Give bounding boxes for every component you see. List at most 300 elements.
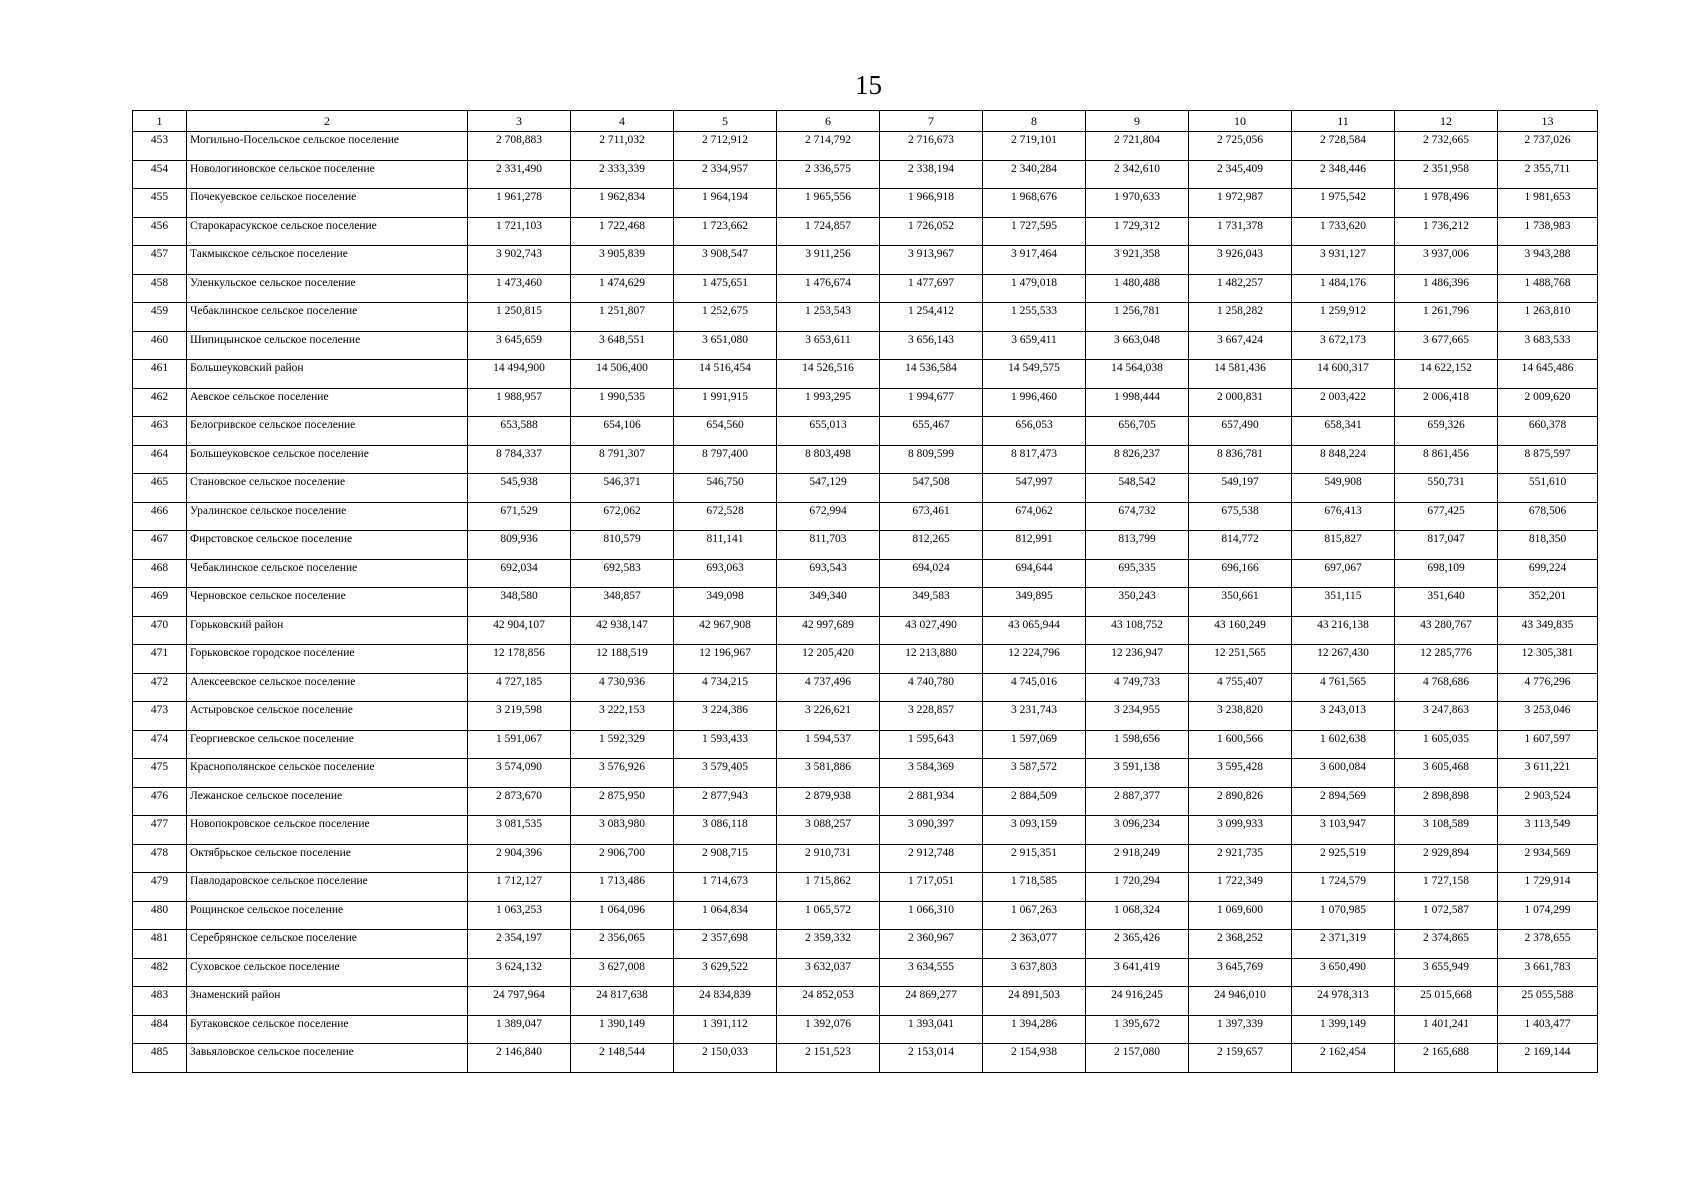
value-cell: 3 661,783 [1498,958,1598,987]
value-cell: 14 645,486 [1498,360,1598,389]
value-cell: 2 333,339 [571,160,674,189]
value-cell: 693,063 [674,559,777,588]
value-cell: 1 733,620 [1292,217,1395,246]
value-cell: 1 595,643 [880,730,983,759]
value-cell: 810,579 [571,531,674,560]
value-cell: 24 817,638 [571,987,674,1016]
row-number-cell: 459 [133,303,187,332]
value-cell: 4 737,496 [777,673,880,702]
row-number-cell: 462 [133,388,187,417]
row-number-cell: 453 [133,132,187,161]
value-cell: 1 724,857 [777,217,880,246]
value-cell: 3 574,090 [468,759,571,788]
value-cell: 8 817,473 [983,445,1086,474]
column-header: 11 [1292,111,1395,132]
value-cell: 25 055,588 [1498,987,1598,1016]
row-number-cell: 466 [133,502,187,531]
value-cell: 694,024 [880,559,983,588]
value-cell: 4 768,686 [1395,673,1498,702]
settlement-name-cell: Бутаковское сельское поселение [187,1015,468,1044]
value-cell: 14 536,584 [880,360,983,389]
value-cell: 3 595,428 [1189,759,1292,788]
value-cell: 3 081,535 [468,816,571,845]
settlement-name-cell: Уралинское сельское поселение [187,502,468,531]
value-cell: 814,772 [1189,531,1292,560]
value-cell: 3 222,153 [571,702,674,731]
value-cell: 1 602,638 [1292,730,1395,759]
column-header: 9 [1086,111,1189,132]
value-cell: 3 086,118 [674,816,777,845]
value-cell: 1 484,176 [1292,274,1395,303]
value-cell: 2 708,883 [468,132,571,161]
value-cell: 697,067 [1292,559,1395,588]
value-cell: 3 611,221 [1498,759,1598,788]
value-cell: 1 712,127 [468,873,571,902]
value-cell: 809,936 [468,531,571,560]
value-cell: 2 000,831 [1189,388,1292,417]
row-number-cell: 472 [133,673,187,702]
value-cell: 678,506 [1498,502,1598,531]
value-cell: 4 730,936 [571,673,674,702]
value-cell: 2 360,967 [880,930,983,959]
value-cell: 1 068,324 [1086,901,1189,930]
value-cell: 2 881,934 [880,787,983,816]
value-cell: 3 637,803 [983,958,1086,987]
row-number-cell: 479 [133,873,187,902]
settlement-name-cell: Серебрянское сельское поселение [187,930,468,959]
value-cell: 1 477,697 [880,274,983,303]
value-cell: 3 651,080 [674,331,777,360]
value-cell: 1 968,676 [983,189,1086,218]
value-cell: 2 904,396 [468,844,571,873]
value-cell: 2 354,197 [468,930,571,959]
value-cell: 1 981,653 [1498,189,1598,218]
value-cell: 1 479,018 [983,274,1086,303]
value-cell: 14 600,317 [1292,360,1395,389]
value-cell: 8 826,237 [1086,445,1189,474]
value-cell: 3 243,013 [1292,702,1395,731]
value-cell: 1 251,807 [571,303,674,332]
value-cell: 692,583 [571,559,674,588]
settlement-name-cell: Аевское сельское поселение [187,388,468,417]
value-cell: 14 549,575 [983,360,1086,389]
table-row [133,1044,1598,1073]
value-cell: 2 711,032 [571,132,674,161]
settlement-name-cell: Горьковский район [187,616,468,645]
value-cell: 2 877,943 [674,787,777,816]
table-body [133,132,1598,1073]
value-cell: 1 482,257 [1189,274,1292,303]
value-cell: 1 255,533 [983,303,1086,332]
value-cell: 3 937,006 [1395,246,1498,275]
value-cell: 3 584,369 [880,759,983,788]
value-cell: 2 006,418 [1395,388,1498,417]
value-cell: 694,644 [983,559,1086,588]
value-cell: 2 714,792 [777,132,880,161]
settlement-name-cell: Белогривское сельское поселение [187,417,468,446]
value-cell: 2 728,584 [1292,132,1395,161]
value-cell: 2 719,101 [983,132,1086,161]
settlement-name-cell: Шипицынское сельское поселение [187,331,468,360]
settlement-name-cell: Старокарасукское сельское поселение [187,217,468,246]
value-cell: 2 918,249 [1086,844,1189,873]
value-cell: 1 975,542 [1292,189,1395,218]
value-cell: 3 905,839 [571,246,674,275]
column-header: 7 [880,111,983,132]
value-cell: 3 093,159 [983,816,1086,845]
value-cell: 352,201 [1498,588,1598,617]
settlement-name-cell: Завьяловское сельское поселение [187,1044,468,1073]
settlement-name-cell: Знаменский район [187,987,468,1016]
row-number-cell: 455 [133,189,187,218]
value-cell: 3 634,555 [880,958,983,987]
value-cell: 1 480,488 [1086,274,1189,303]
value-cell: 547,508 [880,474,983,503]
value-cell: 351,115 [1292,588,1395,617]
value-cell: 3 624,132 [468,958,571,987]
value-cell: 813,799 [1086,531,1189,560]
value-cell: 2 351,958 [1395,160,1498,189]
value-cell: 24 797,964 [468,987,571,1016]
settlement-name-cell: Почекуевское сельское поселение [187,189,468,218]
value-cell: 1 717,051 [880,873,983,902]
row-number-cell: 469 [133,588,187,617]
value-cell: 3 632,037 [777,958,880,987]
row-number-cell: 480 [133,901,187,930]
value-cell: 3 591,138 [1086,759,1189,788]
settlement-name-cell: Становское сельское поселение [187,474,468,503]
settlement-name-cell: Октябрьское сельское поселение [187,844,468,873]
value-cell: 348,857 [571,588,674,617]
settlement-name-cell: Георгиевское сельское поселение [187,730,468,759]
value-cell: 3 247,863 [1395,702,1498,731]
value-cell: 2 342,610 [1086,160,1189,189]
value-cell: 14 581,436 [1189,360,1292,389]
value-cell: 654,106 [571,417,674,446]
row-number-cell: 478 [133,844,187,873]
value-cell: 674,062 [983,502,1086,531]
value-cell: 1 253,543 [777,303,880,332]
value-cell: 1 731,378 [1189,217,1292,246]
value-cell: 671,529 [468,502,571,531]
value-cell: 3 672,173 [1292,331,1395,360]
value-cell: 3 587,572 [983,759,1086,788]
value-cell: 1 256,781 [1086,303,1189,332]
value-cell: 2 345,409 [1189,160,1292,189]
value-cell: 1 064,096 [571,901,674,930]
value-cell: 24 916,245 [1086,987,1189,1016]
value-cell: 14 506,400 [571,360,674,389]
value-cell: 1 726,052 [880,217,983,246]
value-cell: 3 648,551 [571,331,674,360]
value-cell: 1 727,595 [983,217,1086,246]
value-cell: 655,013 [777,417,880,446]
value-cell: 1 254,412 [880,303,983,332]
value-cell: 811,703 [777,531,880,560]
settlement-name-cell: Уленкульское сельское поселение [187,274,468,303]
value-cell: 658,341 [1292,417,1395,446]
value-cell: 2 146,840 [468,1044,571,1073]
value-cell: 12 285,776 [1395,645,1498,674]
value-cell: 2 903,524 [1498,787,1598,816]
settlement-name-cell: Павлодаровское сельское поселение [187,873,468,902]
value-cell: 3 917,464 [983,246,1086,275]
value-cell: 3 090,397 [880,816,983,845]
value-cell: 1 070,985 [1292,901,1395,930]
value-cell: 2 898,898 [1395,787,1498,816]
value-cell: 546,750 [674,474,777,503]
value-cell: 549,197 [1189,474,1292,503]
row-number-cell: 467 [133,531,187,560]
value-cell: 547,129 [777,474,880,503]
value-cell: 1 592,329 [571,730,674,759]
value-cell: 3 627,008 [571,958,674,987]
value-cell: 2 890,826 [1189,787,1292,816]
value-cell: 1 065,572 [777,901,880,930]
value-cell: 24 852,053 [777,987,880,1016]
value-cell: 8 803,498 [777,445,880,474]
table-row [133,844,1598,873]
value-cell: 3 103,947 [1292,816,1395,845]
table-row [133,388,1598,417]
value-cell: 2 737,026 [1498,132,1598,161]
value-cell: 4 749,733 [1086,673,1189,702]
value-cell: 3 238,820 [1189,702,1292,731]
value-cell: 1 389,047 [468,1015,571,1044]
value-cell: 8 836,781 [1189,445,1292,474]
value-cell: 1 994,677 [880,388,983,417]
table-row [133,360,1598,389]
value-cell: 1 597,069 [983,730,1086,759]
value-cell: 3 113,549 [1498,816,1598,845]
value-cell: 2 154,938 [983,1044,1086,1073]
value-cell: 1 605,035 [1395,730,1498,759]
value-cell: 1 714,673 [674,873,777,902]
value-cell: 8 861,456 [1395,445,1498,474]
value-cell: 1 723,662 [674,217,777,246]
value-cell: 349,583 [880,588,983,617]
value-cell: 3 096,234 [1086,816,1189,845]
value-cell: 1 993,295 [777,388,880,417]
row-number-cell: 474 [133,730,187,759]
value-cell: 2 162,454 [1292,1044,1395,1073]
value-cell: 8 784,337 [468,445,571,474]
value-cell: 698,109 [1395,559,1498,588]
value-cell: 548,542 [1086,474,1189,503]
value-cell: 3 908,547 [674,246,777,275]
value-cell: 12 224,796 [983,645,1086,674]
settlement-name-cell: Краснополянское сельское поселение [187,759,468,788]
value-cell: 1 736,212 [1395,217,1498,246]
value-cell: 811,141 [674,531,777,560]
value-cell: 1 970,633 [1086,189,1189,218]
value-cell: 2 925,519 [1292,844,1395,873]
row-number-cell: 457 [133,246,187,275]
page-number: 15 [855,70,882,100]
value-cell: 2 875,950 [571,787,674,816]
value-cell: 1 594,537 [777,730,880,759]
value-cell: 3 088,257 [777,816,880,845]
value-cell: 1 972,987 [1189,189,1292,218]
value-cell: 1 978,496 [1395,189,1498,218]
value-cell: 25 015,668 [1395,987,1498,1016]
value-cell: 1 074,299 [1498,901,1598,930]
value-cell: 3 663,048 [1086,331,1189,360]
value-cell: 2 908,715 [674,844,777,873]
value-cell: 14 564,038 [1086,360,1189,389]
value-cell: 12 236,947 [1086,645,1189,674]
value-cell: 1 715,862 [777,873,880,902]
value-cell: 1 988,957 [468,388,571,417]
value-cell: 349,340 [777,588,880,617]
table-row [133,217,1598,246]
value-cell: 1 391,112 [674,1015,777,1044]
value-cell: 2 716,673 [880,132,983,161]
value-cell: 812,991 [983,531,1086,560]
value-cell: 2 721,804 [1086,132,1189,161]
row-number-cell: 463 [133,417,187,446]
value-cell: 4 745,016 [983,673,1086,702]
value-cell: 1 401,241 [1395,1015,1498,1044]
value-cell: 3 605,468 [1395,759,1498,788]
value-cell: 2 879,938 [777,787,880,816]
value-cell: 8 848,224 [1292,445,1395,474]
value-cell: 817,047 [1395,531,1498,560]
column-header: 3 [468,111,571,132]
column-header: 13 [1498,111,1598,132]
settlement-name-cell: Могильно-Посельское сельское поселение [187,132,468,161]
table-row [133,901,1598,930]
value-cell: 43 280,767 [1395,616,1498,645]
value-cell: 349,895 [983,588,1086,617]
value-cell: 3 224,386 [674,702,777,731]
value-cell: 654,560 [674,417,777,446]
value-cell: 1 713,486 [571,873,674,902]
table-row [133,787,1598,816]
value-cell: 3 581,886 [777,759,880,788]
settlement-name-cell: Горьковское городское поселение [187,645,468,674]
value-cell: 3 650,490 [1292,958,1395,987]
value-cell: 12 188,519 [571,645,674,674]
column-header: 6 [777,111,880,132]
value-cell: 2 371,319 [1292,930,1395,959]
value-cell: 672,994 [777,502,880,531]
table-row [133,616,1598,645]
value-cell: 8 791,307 [571,445,674,474]
value-cell: 42 938,147 [571,616,674,645]
column-header: 4 [571,111,674,132]
value-cell: 2 912,748 [880,844,983,873]
value-cell: 2 378,655 [1498,930,1598,959]
value-cell: 1 965,556 [777,189,880,218]
table-row [133,445,1598,474]
settlement-name-cell: Большеуковский район [187,360,468,389]
value-cell: 656,705 [1086,417,1189,446]
value-cell: 2 334,957 [674,160,777,189]
value-cell: 693,543 [777,559,880,588]
row-number-cell: 485 [133,1044,187,1073]
value-cell: 1 475,651 [674,274,777,303]
value-cell: 659,326 [1395,417,1498,446]
value-cell: 12 178,856 [468,645,571,674]
value-cell: 656,053 [983,417,1086,446]
value-cell: 1 476,674 [777,274,880,303]
column-header: 2 [187,111,468,132]
value-cell: 2 003,422 [1292,388,1395,417]
row-number-cell: 464 [133,445,187,474]
value-cell: 1 722,349 [1189,873,1292,902]
value-cell: 2 340,284 [983,160,1086,189]
row-number-cell: 476 [133,787,187,816]
value-cell: 2 157,080 [1086,1044,1189,1073]
value-cell: 24 869,277 [880,987,983,1016]
value-cell: 1 250,815 [468,303,571,332]
table-row [133,559,1598,588]
value-cell: 1 473,460 [468,274,571,303]
value-cell: 692,034 [468,559,571,588]
table-row [133,160,1598,189]
value-cell: 1 261,796 [1395,303,1498,332]
value-cell: 43 065,944 [983,616,1086,645]
value-cell: 1 598,656 [1086,730,1189,759]
column-header: 5 [674,111,777,132]
value-cell: 348,580 [468,588,571,617]
row-number-cell: 456 [133,217,187,246]
table-row [133,531,1598,560]
value-cell: 1 729,312 [1086,217,1189,246]
value-cell: 3 253,046 [1498,702,1598,731]
value-cell: 2 887,377 [1086,787,1189,816]
column-header: 1 [133,111,187,132]
value-cell: 42 904,107 [468,616,571,645]
value-cell: 1 066,310 [880,901,983,930]
row-number-cell: 460 [133,331,187,360]
value-cell: 547,997 [983,474,1086,503]
value-cell: 3 931,127 [1292,246,1395,275]
row-number-cell: 483 [133,987,187,1016]
value-cell: 677,425 [1395,502,1498,531]
value-cell: 24 891,503 [983,987,1086,1016]
value-cell: 1 394,286 [983,1015,1086,1044]
value-cell: 12 213,880 [880,645,983,674]
value-cell: 43 216,138 [1292,616,1395,645]
value-cell: 2 009,620 [1498,388,1598,417]
value-cell: 2 355,711 [1498,160,1598,189]
value-cell: 3 083,980 [571,816,674,845]
data-table [132,110,1598,1073]
value-cell: 1 607,597 [1498,730,1598,759]
value-cell: 2 929,894 [1395,844,1498,873]
table-row [133,987,1598,1016]
value-cell: 1 727,158 [1395,873,1498,902]
table-row [133,958,1598,987]
value-cell: 2 873,670 [468,787,571,816]
value-cell: 1 069,600 [1189,901,1292,930]
settlement-name-cell: Новопокровское сельское поселение [187,816,468,845]
row-number-cell: 468 [133,559,187,588]
value-cell: 2 338,194 [880,160,983,189]
value-cell: 351,640 [1395,588,1498,617]
value-cell: 3 228,857 [880,702,983,731]
value-cell: 1 258,282 [1189,303,1292,332]
value-cell: 545,938 [468,474,571,503]
table-row [133,816,1598,845]
value-cell: 695,335 [1086,559,1189,588]
value-cell: 4 755,407 [1189,673,1292,702]
value-cell: 3 645,659 [468,331,571,360]
row-number-cell: 465 [133,474,187,503]
value-cell: 2 165,688 [1395,1044,1498,1073]
